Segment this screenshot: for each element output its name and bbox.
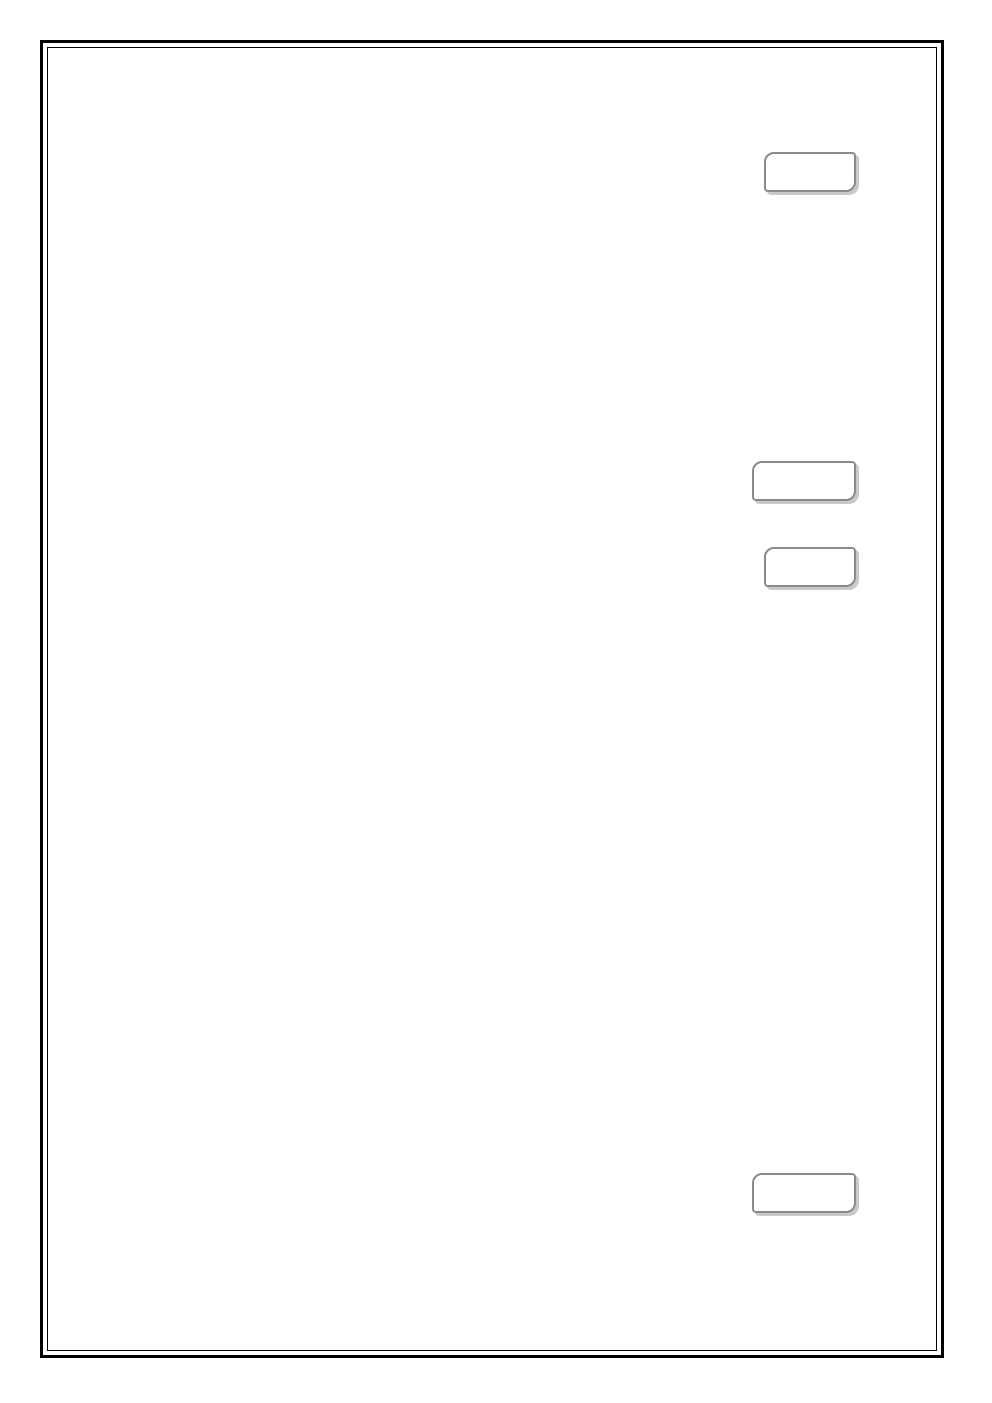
check-badge: [752, 1173, 856, 1213]
